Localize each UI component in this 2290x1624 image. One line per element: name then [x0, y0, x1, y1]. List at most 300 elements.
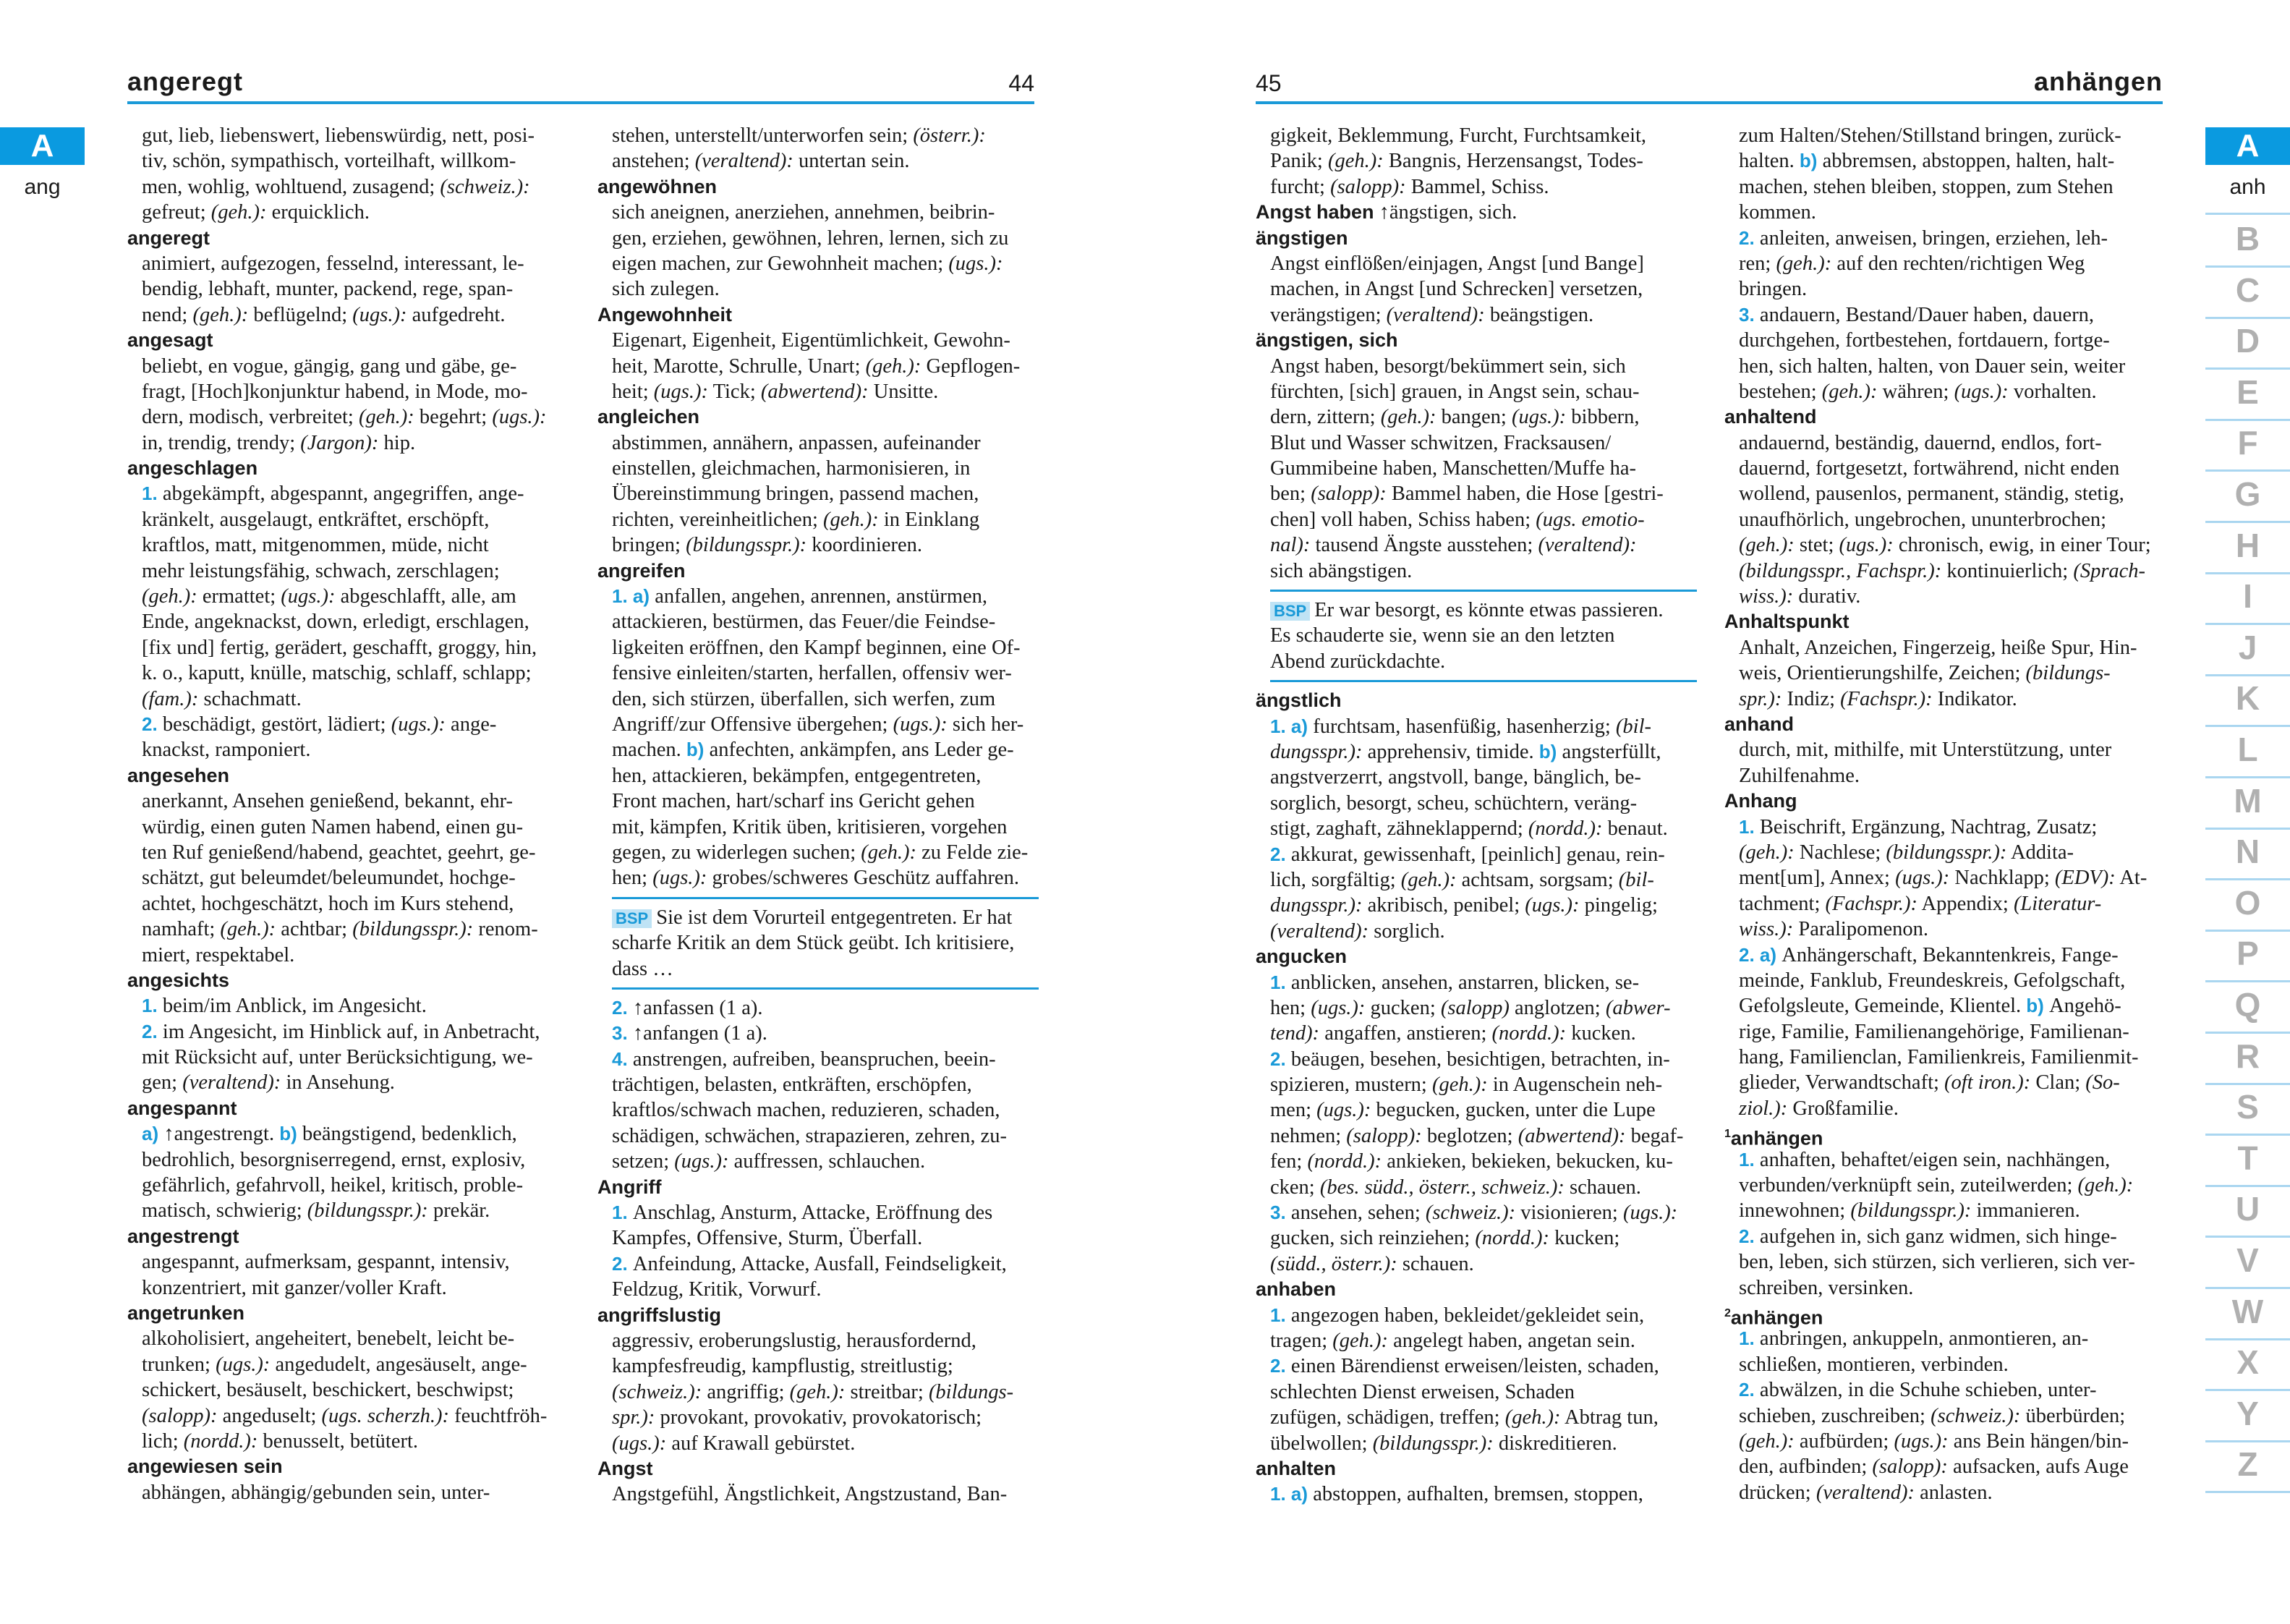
- text: durchgehen, fortbestehen, fortdauern, fortge-: [1739, 329, 2110, 352]
- sense-number: 1.: [1739, 1148, 1760, 1170]
- entry-line: [597, 354, 1039, 379]
- text: Abend zurückdachte.: [1270, 650, 1446, 673]
- entry-line: [1256, 1021, 1697, 1046]
- entry-line: [127, 993, 569, 1019]
- entry-line: [127, 1275, 569, 1301]
- entry-line: [1724, 993, 2166, 1019]
- entry-line: [1724, 968, 2166, 993]
- tab-letter-v[interactable]: V: [2205, 1236, 2290, 1289]
- entry-headword-line: [1724, 788, 2166, 814]
- tab-letter-k[interactable]: K: [2205, 674, 2290, 727]
- sense-number: 1.: [1739, 815, 1760, 838]
- text: k. o., kaputt, knülle, matschig, schlaff, schlapp;: [142, 662, 532, 685]
- text: renom-: [473, 918, 538, 941]
- entry-line: [1724, 686, 2166, 712]
- text: Abtrag tun,: [1560, 1406, 1659, 1429]
- text: aufsacken, aufs Auge: [1947, 1455, 2129, 1479]
- usage-label: (EDV):: [2054, 867, 2116, 890]
- text: ligkeiten eröffnen, den Kampf beginnen, eine Of-: [612, 636, 1021, 659]
- sense-number: 1.: [1270, 971, 1291, 993]
- text: beschädigt, gestört, lädiert;: [162, 713, 391, 736]
- text: Anschlag, Ansturm, Attacke, Eröffnung des: [632, 1202, 993, 1225]
- text: in Augenschein neh-: [1487, 1074, 1663, 1097]
- text: sorglich, besorgt, scheu, schüchtern, veräng-: [1270, 791, 1638, 815]
- usage-label: (geh.):: [1821, 380, 1878, 403]
- text: gefährlich, gefahrvoll, heikel, kritisch, proble-: [142, 1174, 524, 1197]
- usage-label: (schweiz.):: [440, 175, 530, 198]
- text: übelwollen;: [1270, 1432, 1373, 1455]
- entry-line: [1724, 1096, 2166, 1121]
- text: Gefolgsleute, Gemeinde, Klientel.: [1739, 995, 2027, 1018]
- sense-number: b): [686, 739, 710, 761]
- entry-headword-line: [1256, 688, 1697, 713]
- text: gefreut;: [142, 201, 211, 224]
- text: Anhängerschaft, Bekanntenkreis, Fange-: [1782, 943, 2119, 966]
- text: ren;: [1739, 252, 1776, 275]
- text: gucken, sich reinziehen;: [1270, 1227, 1476, 1250]
- text: ben;: [1270, 482, 1311, 506]
- entry-line: [127, 379, 569, 404]
- text: Indiz;: [1782, 687, 1841, 710]
- text: animiert, aufgezogen, fesselnd, interessant, le-: [142, 252, 524, 275]
- text: ten Ruf genießend/habend, geachtet, geehrt, ge-: [142, 841, 536, 864]
- sense-number: 3.: [612, 1022, 633, 1045]
- text: Gepflogen-: [921, 354, 1021, 378]
- sense-number: 2.: [142, 713, 163, 735]
- text: auf den rechten/richtigen Weg: [1831, 252, 2085, 275]
- headword: anhängen: [1730, 1306, 1823, 1329]
- usage-label: (geh.):: [1776, 252, 1832, 275]
- text: schätzt, gut beleumdet/beleumundet, hochge-: [142, 867, 516, 890]
- text: benaut.: [1602, 817, 1668, 841]
- text: verbunden/verknüpft sein, zuteilwerden;: [1739, 1174, 2078, 1197]
- usage-label: (schweiz.):: [1931, 1404, 2021, 1427]
- usage-label: (ugs. scherzh.):: [321, 1404, 450, 1427]
- entry-line: [1256, 379, 1697, 404]
- text: aufgedreht.: [407, 303, 506, 326]
- sense-number: 1.: [142, 995, 163, 1017]
- text: hang, Familienclan, Familienkreis, Familienmit-: [1739, 1046, 2139, 1069]
- text: ankieken, bekieken, bekucken, ku-: [1382, 1150, 1673, 1173]
- text: Nachlese;: [1794, 841, 1886, 864]
- right-page-column-1: [1256, 123, 1697, 1508]
- entry-line: [1724, 1352, 2166, 1377]
- entry-line: [1724, 1275, 2166, 1301]
- text: angsterfüllt,: [1562, 740, 1661, 763]
- text: apprehensiv, timide.: [1362, 740, 1539, 763]
- entry-line: [1724, 815, 2166, 840]
- entry-line: [127, 686, 569, 712]
- entry-line: [597, 584, 1039, 609]
- text: durch, mit, mithilfe, mit Unterstützung, unter: [1739, 739, 2112, 762]
- entry-line: [1724, 737, 2166, 762]
- text: Angstgefühl, Ängstlichkeit, Angstzustand, Ban-: [612, 1483, 1008, 1506]
- entry-line: [597, 1431, 1039, 1456]
- entry-line: [127, 1198, 569, 1223]
- entry-line: [1256, 970, 1697, 995]
- entry-line: [127, 354, 569, 379]
- tab-letter-l[interactable]: L: [2205, 726, 2290, 778]
- text: anfallen, angehen, anrennen, anstürmen,: [655, 585, 988, 608]
- entry-line: [1724, 174, 2166, 200]
- entry-line: [1256, 919, 1697, 944]
- text: cken;: [1270, 1176, 1320, 1199]
- text: attackieren, bestürmen, das Feuer/die Feindse-: [612, 611, 996, 634]
- text: gen;: [142, 1071, 183, 1094]
- text: aufbürden;: [1794, 1429, 1894, 1453]
- entry-line: [1724, 865, 2166, 890]
- usage-label: (geh.):: [358, 406, 414, 429]
- text: bangen;: [1436, 406, 1512, 429]
- entry-line: [1256, 174, 1697, 200]
- entry-line: [127, 481, 569, 506]
- entry-line: [1724, 1147, 2166, 1173]
- entry-line: [597, 430, 1039, 456]
- text: überbürden;: [2020, 1404, 2126, 1427]
- entry-line: [597, 1072, 1039, 1097]
- entry-line: [597, 840, 1039, 865]
- headword: Angst haben: [1256, 201, 1374, 224]
- entry-line: [597, 737, 1039, 762]
- entry-line: [1724, 276, 2166, 302]
- entry-line: [597, 1251, 1039, 1277]
- tab-letter-d[interactable]: D: [2205, 317, 2290, 370]
- entry-line: [597, 1021, 1039, 1046]
- tab-letter-o[interactable]: O: [2205, 879, 2290, 932]
- text: anerkannt, Ansehen genießend, bekannt, ehr-: [142, 790, 514, 813]
- text: beflügelnd;: [248, 303, 353, 326]
- text: rige, Familie, Familienangehörige, Familienan-: [1739, 1020, 2129, 1043]
- text: setzen;: [612, 1150, 675, 1173]
- text: stigt, zaghaft, zähneklappernd;: [1270, 817, 1528, 841]
- tab-letter-w[interactable]: W: [2205, 1288, 2290, 1340]
- sense-number: 2.: [1270, 1047, 1291, 1070]
- entry-line: [597, 532, 1039, 558]
- entry-line: [1256, 1353, 1697, 1379]
- text: aufgehen in, sich ganz widmen, sich hinge-: [1759, 1225, 2117, 1248]
- entry-line: [127, 1377, 569, 1403]
- entry-line: [597, 995, 1039, 1021]
- entry-line: [1256, 507, 1697, 532]
- entry-line: [597, 815, 1039, 840]
- usage-label: (veraltend):: [1816, 1481, 1915, 1504]
- text: dern, modisch, verbreitet;: [142, 406, 359, 429]
- entry-line: [127, 815, 569, 840]
- text: Angst haben, besorgt/bekümmert sein, sich: [1270, 354, 1626, 378]
- text: in Einklang: [878, 508, 980, 531]
- text: grobes/schweres Geschütz auffahren.: [707, 867, 1019, 890]
- text: Er war besorgt, es könnte etwas passieren.: [1314, 599, 1664, 622]
- entry-line: [1256, 354, 1697, 379]
- text: gigkeit, Beklemmung, Furcht, Furchtsamkeit,: [1270, 124, 1647, 147]
- headword: Angst: [597, 1457, 653, 1479]
- text: fragt, [Hoch]konjunktur habend, in Mode, mo-: [142, 380, 528, 403]
- entry-line: [127, 507, 569, 532]
- text: anhaften, behaftet/eigen sein, nachhängen,: [1759, 1148, 2111, 1171]
- sense-number: 2.: [1270, 843, 1291, 865]
- text: Zuhilfenahme.: [1739, 764, 1860, 787]
- usage-label: (ugs.):: [352, 303, 407, 326]
- entry-line: [127, 404, 569, 430]
- text: Großfamilie.: [1787, 1097, 1899, 1120]
- text: drücken;: [1739, 1481, 1816, 1504]
- text: Paralipomenon.: [1793, 918, 1929, 941]
- usage-label: (geh.):: [1327, 150, 1384, 173]
- text: ↑anfangen (1 a).: [632, 1022, 767, 1045]
- usage-label: (ugs.):: [1511, 406, 1567, 429]
- text: abwälzen, in die Schuhe schieben, unter-: [1759, 1379, 2097, 1402]
- usage-label: (nordd.):: [1491, 1022, 1567, 1045]
- text: ↑angestrengt.: [163, 1123, 280, 1146]
- usage-label: (bildungsspr.):: [1850, 1199, 1972, 1223]
- entry-line: [1724, 917, 2166, 942]
- text: gen, erziehen, gewöhnen, lehren, lernen, sich zu: [612, 226, 1009, 250]
- usage-label: (ugs.):: [1622, 1202, 1678, 1225]
- entry-line: [127, 788, 569, 814]
- text: abstoppen, aufhalten, bremsen, stoppen,: [1313, 1483, 1643, 1506]
- left-tab-letter-a[interactable]: A: [0, 127, 85, 165]
- text: Angst einflößen/einjagen, Angst [und Bange]: [1270, 252, 1644, 275]
- entry-line: [127, 1121, 569, 1147]
- text: scharfe Kritik an dem Stück geübt. Ich kritisiere,: [612, 932, 1015, 955]
- usage-label: (ugs.):: [1839, 534, 1894, 557]
- tab-letter-y[interactable]: Y: [2205, 1390, 2290, 1442]
- text: lich;: [142, 1429, 184, 1453]
- tab-letter-i[interactable]: I: [2205, 572, 2290, 625]
- text: weis, Orientierungshilfe, Zeichen;: [1739, 662, 2026, 685]
- entry-headword-line: [1724, 609, 2166, 634]
- example-divider: [612, 987, 1039, 990]
- usage-label: (ugs.):: [1525, 894, 1580, 917]
- text: sich her-: [947, 713, 1024, 736]
- entry-line: [1256, 765, 1697, 790]
- entry-headword-line: [127, 226, 569, 251]
- usage-label: (bildungsspr.):: [686, 534, 807, 557]
- headword: angreifen: [597, 559, 686, 582]
- right-tab-letter-a[interactable]: A: [2205, 127, 2290, 165]
- headword: ängstigen, sich: [1256, 329, 1398, 352]
- entry-line: [597, 200, 1039, 225]
- text: begehrt;: [414, 406, 493, 429]
- tab-letter-p[interactable]: P: [2205, 930, 2290, 982]
- text: einen Bärendienst erweisen/leisten, schaden,: [1290, 1355, 1659, 1378]
- entry-line: [127, 532, 569, 558]
- entry-line: [1256, 1175, 1697, 1200]
- text: anlasten.: [1914, 1481, 1993, 1504]
- entry-line: [127, 558, 569, 584]
- text: dauernd, fortgesetzt, fortwährend, nicht enden: [1739, 457, 2120, 480]
- headword: anhaben: [1256, 1278, 1337, 1301]
- entry-line: [1724, 660, 2166, 686]
- tab-letter-f[interactable]: F: [2205, 419, 2290, 472]
- entry-line: [597, 226, 1039, 251]
- sense-number: b): [1799, 150, 1823, 172]
- sense-number: 1. a): [1270, 715, 1314, 737]
- entry-line: [597, 1405, 1039, 1430]
- usage-label: (ugs.):: [948, 252, 1003, 275]
- text: ange-: [445, 713, 497, 736]
- entry-line: [1256, 302, 1697, 328]
- tab-letter-g[interactable]: G: [2205, 470, 2290, 523]
- entry-line: [1724, 1403, 2166, 1429]
- text: bendig, lebhaft, munter, packend, rege, span-: [142, 278, 514, 301]
- entry-line: [1724, 1249, 2166, 1275]
- text: trächtigen, belasten, entkräften, erschöpfen,: [612, 1074, 972, 1097]
- usage-label: (Sprach-: [2073, 559, 2146, 582]
- text: Bangnis, Herzensangst, Todes-: [1383, 150, 1643, 173]
- tab-letter-m[interactable]: M: [2205, 777, 2290, 830]
- tab-letter-u[interactable]: U: [2205, 1185, 2290, 1238]
- entry-line: [127, 302, 569, 328]
- text: machen, stehen bleiben, stoppen, zum Stehen: [1739, 175, 2114, 198]
- entry-line: [1256, 1200, 1697, 1225]
- entry-line: [127, 1045, 569, 1070]
- entry-line: [1724, 532, 2166, 558]
- tab-letter-b[interactable]: B: [2205, 215, 2290, 268]
- text: alkoholisiert, angeheitert, benebelt, leicht be-: [142, 1327, 515, 1351]
- entry-line: [1256, 1225, 1697, 1251]
- tab-letter-r[interactable]: R: [2205, 1032, 2290, 1085]
- text: Nachklapp;: [1949, 867, 2055, 890]
- entry-line: [1256, 1431, 1697, 1456]
- text: angaffen, anstieren;: [1319, 1022, 1492, 1045]
- text: hip.: [378, 431, 416, 454]
- text: schickert, besäuselt, beschickert, beschwipst;: [142, 1379, 514, 1402]
- usage-label: (veraltend):: [1538, 534, 1637, 557]
- headword: Anhaltspunkt: [1724, 611, 1850, 633]
- entry-line: [597, 276, 1039, 302]
- entry-headword-line: [1724, 404, 2166, 430]
- text: gegen, zu widerlegen suchen;: [612, 841, 861, 864]
- entry-headword-line: [127, 968, 569, 993]
- tab-letter-j[interactable]: J: [2205, 624, 2290, 676]
- tab-letter-h[interactable]: H: [2205, 522, 2290, 574]
- text: den, sich stürzen, überfallen, sich werfen, zum: [612, 687, 996, 710]
- sense-number: 1.: [1739, 1327, 1760, 1350]
- sense-number: 1.: [142, 482, 163, 505]
- entry-line: [597, 148, 1039, 174]
- entry-line: [1256, 1149, 1697, 1174]
- headword: angeschlagen: [127, 457, 258, 480]
- usage-label: (ugs.):: [391, 713, 446, 736]
- usage-label: (veraltend):: [694, 150, 793, 173]
- text: Clan;: [2030, 1071, 2086, 1094]
- headword: angetrunken: [127, 1301, 245, 1324]
- usage-label: (bildungsspr.):: [307, 1199, 428, 1223]
- entry-headword-line: [597, 1175, 1039, 1200]
- entry-line: [127, 712, 569, 737]
- usage-label: (abwertend):: [1518, 1124, 1626, 1147]
- text: hen;: [1270, 996, 1311, 1019]
- headword: anhalten: [1256, 1457, 1337, 1479]
- headword: angriffslustig: [597, 1304, 722, 1326]
- tab-letter-e[interactable]: E: [2205, 368, 2290, 421]
- entry-line: [597, 1328, 1039, 1353]
- text: machen, in Angst [und Schrecken] versetzen,: [1270, 278, 1643, 301]
- entry-line: [1724, 148, 2166, 174]
- entry-headword-line: [127, 328, 569, 353]
- usage-label: (geh.):: [1431, 1074, 1488, 1097]
- entry-line: [597, 956, 1039, 982]
- text: Sie ist dem Vorurteil entgegentreten. Er hat: [656, 906, 1013, 929]
- usage-label: (geh.):: [1739, 841, 1795, 864]
- usage-label: (ugs. emotio-: [1536, 508, 1645, 531]
- entry-line: [1256, 1481, 1697, 1507]
- entry-line: [597, 481, 1039, 506]
- text: angriffig;: [702, 1380, 790, 1403]
- text: verängstigen;: [1270, 303, 1387, 326]
- text: hen, attackieren, bekämpfen, entgegentreten,: [612, 764, 982, 787]
- entry-line: [597, 1097, 1039, 1123]
- headword: angleichen: [597, 406, 700, 428]
- usage-label: (ugs.):: [1894, 1429, 1949, 1453]
- text: meinde, Fanklub, Freundeskreis, Gefolgschaft,: [1739, 969, 2126, 992]
- text: Front machen, hart/scharf ins Gericht gehen: [612, 790, 975, 813]
- text: Bammel, Schiss.: [1405, 175, 1549, 198]
- entry-line: [1256, 598, 1697, 623]
- text: Panik;: [1270, 150, 1328, 173]
- entry-line: [1256, 842, 1697, 867]
- entry-headword-line: [127, 1301, 569, 1326]
- tab-letter-c[interactable]: C: [2205, 266, 2290, 319]
- text: trunken;: [142, 1353, 216, 1376]
- entry-headword-line: [1256, 226, 1697, 251]
- entry-line: [127, 1147, 569, 1173]
- tab-letter-s[interactable]: S: [2205, 1083, 2290, 1136]
- text: tragen;: [1270, 1329, 1333, 1352]
- sense-number: 4.: [612, 1047, 633, 1070]
- usage-label: (fam.):: [142, 687, 199, 710]
- tab-letter-x[interactable]: X: [2205, 1338, 2290, 1391]
- entry-line: [127, 1429, 569, 1454]
- entry-line: [1256, 816, 1697, 841]
- text: Ende, angeknackst, down, erledigt, erschlagen,: [142, 611, 529, 634]
- entry-line: [1724, 584, 2166, 609]
- text: kommen.: [1739, 201, 1816, 224]
- text: abgeschlafft, alle, am: [335, 585, 516, 608]
- text: immanieren.: [1971, 1199, 2080, 1223]
- text: stehen, unterstellt/unterworfen sein;: [612, 124, 914, 147]
- tab-letter-z[interactable]: Z: [2205, 1440, 2290, 1493]
- text: men, wohlig, wohltuend, zusagend;: [142, 175, 440, 198]
- usage-label: (bildungsspr.):: [1372, 1432, 1494, 1455]
- text: kucken;: [1549, 1227, 1620, 1250]
- sense-number: 2.: [612, 1252, 633, 1275]
- headword: angewiesen sein: [127, 1455, 283, 1478]
- left-tab-subrange: ang: [24, 175, 61, 199]
- text: andauern, Bestand/Dauer haben, dauern,: [1759, 303, 2095, 326]
- tab-letter-q[interactable]: Q: [2205, 981, 2290, 1034]
- entry-line: [1724, 251, 2166, 276]
- tab-letter-n[interactable]: N: [2205, 828, 2290, 880]
- text: schieben, zuschreiben;: [1739, 1404, 1931, 1427]
- entry-line: [1256, 739, 1697, 765]
- entry-line: [127, 123, 569, 148]
- entry-line: [597, 251, 1039, 276]
- entry-line: [1256, 1072, 1697, 1097]
- text: feuchtfröh-: [449, 1404, 548, 1427]
- headword: anhand: [1724, 713, 1795, 735]
- usage-label: (bildungs-: [928, 1380, 1014, 1403]
- text: anstrengen, aufreiben, beanspruchen, beein-: [632, 1047, 996, 1071]
- entry-line: [1724, 635, 2166, 660]
- tab-letter-t[interactable]: T: [2205, 1134, 2290, 1187]
- text: lich, sorgfältig;: [1270, 868, 1401, 891]
- text: sich aneignen, anerziehen, annehmen, beibrin-: [612, 201, 995, 224]
- text: achtbar;: [276, 918, 353, 941]
- entry-line: [1724, 226, 2166, 251]
- sense-number: 2. a): [1739, 943, 1782, 966]
